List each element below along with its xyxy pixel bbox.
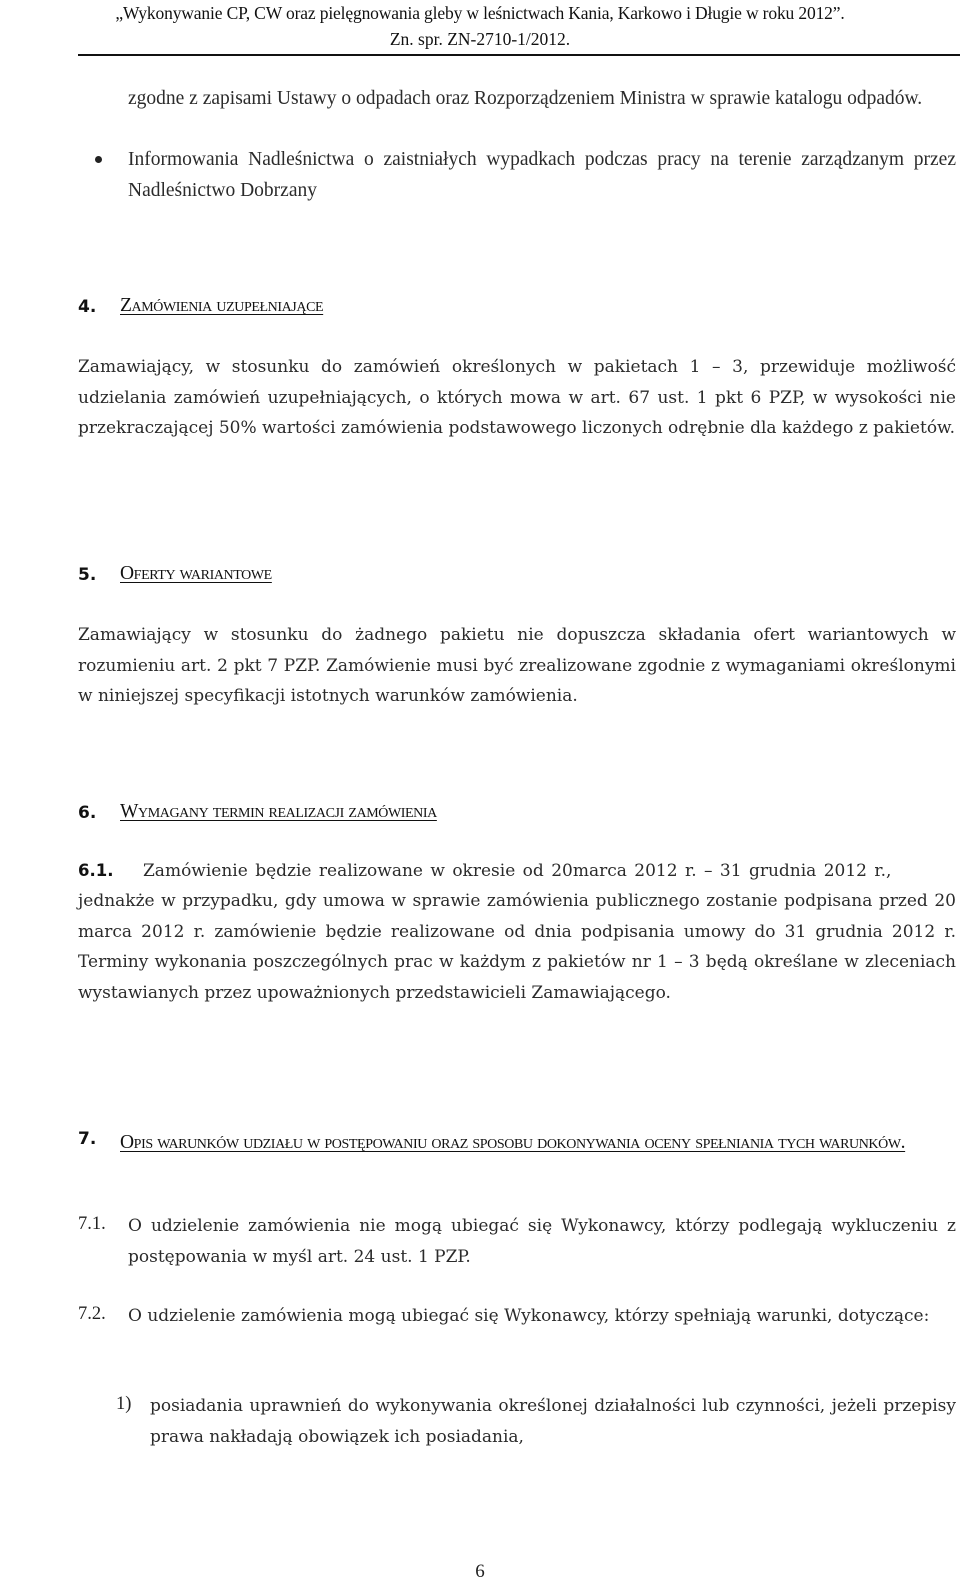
section-6-1-body: jednakże w przypadku, gdy umowa w sprawie zamówienia publicznego zostanie podpisana przed 20 marca 2012 r. zamówienie będzie realizowane od dnia podpisania umowy do 31 grudnia 2012 r. Terminy wykonania poszczególnych prac w każdym z pakietów nr 1 – 3 będą określane w zleceniach wystawianych przez upoważnionych przedstawicieli Zamawiającego. [78, 891, 956, 1003]
section-7-title: Opis warunków udziału w postępowaniu oraz sposobu dokonywania oceny spełniania tych warunków. [120, 1132, 906, 1153]
section-7-2-body: O udzielenie zamówienia mogą ubiegać się Wykonawcy, którzy spełniają warunki, dotyczące: [128, 1306, 930, 1326]
section-6-1-number: 6.1. [78, 861, 114, 880]
list-item-1-number: 1) [116, 1394, 132, 1414]
section-7-1-body: O udzielenie zamówienia nie mogą ubiegać się Wykonawcy, którzy podlegają wykluczeniu z postępowania w myśl art. 24 ust. 1 PZP. [128, 1216, 956, 1267]
section-4-body: Zamawiający, w stosunku do zamówień określonych w pakietach 1 – 3, przewiduje możliwość udzielania zamówień uzupełniających, o których mowa w art. 67 ust. 1 pkt 6 PZP, w wysokości nie przekraczającej 50% wartości zamówienia podstawowego liczonych odrębnie dla każdego z pakietów. [78, 357, 956, 438]
header-case-number: Zn. spr. ZN-2710-1/2012. [389, 29, 571, 49]
section-7-number: 7. [78, 1129, 97, 1149]
section-7-2-number: 7.2. [78, 1304, 106, 1324]
section-6-1-first-line: Zamówienie będzie realizowane w okresie od 20marca 2012 r. – 31 grudnia 2012 r., [143, 861, 892, 881]
section-6-title: Wymagany termin realizacji zamówienia [120, 801, 437, 822]
page-number: 6 [475, 1561, 485, 1582]
section-4-number: 4. [78, 297, 97, 317]
section-5-body: Zamawiający w stosunku do żadnego pakietu nie dopuszcza składania ofert wariantowych w rozumieniu art. 2 pkt 7 PZP. Zamówienie musi być zrealizowane zgodnie z wymaganiami określonymi w niniejszej specyfikacji istotnych warunków zamówienia. [78, 625, 956, 706]
intro-bullet-item: Informowania Nadleśnictwa o zaistniałych wypadkach podczas pracy na terenie zarządzanym przez Nadleśnictwo Dobrzany [128, 149, 956, 201]
section-4-title: Zamówienia uzupełniające [120, 295, 324, 316]
section-5-title: Oferty wariantowe [120, 563, 272, 584]
section-5-number: 5. [78, 565, 97, 585]
list-item-1-text: posiadania uprawnień do wykonywania określonej działalności lub czynności, jeżeli przepisy prawa nakładają obowiązek ich posiadania, [150, 1396, 956, 1447]
header-title: „Wykonywanie CP, CW oraz pielęgnowania gleby w leśnictwach Kania, Karkowo i Długie w roku 2012”. [115, 3, 845, 23]
intro-continuation: zgodne z zapisami Ustawy o odpadach oraz Rozporządzeniem Ministra w sprawie katalogu odpadów. [128, 88, 923, 109]
bullet-icon [95, 156, 102, 163]
header-divider [78, 54, 960, 56]
section-6-number: 6. [78, 803, 97, 823]
section-7-1-number: 7.1. [78, 1214, 106, 1234]
